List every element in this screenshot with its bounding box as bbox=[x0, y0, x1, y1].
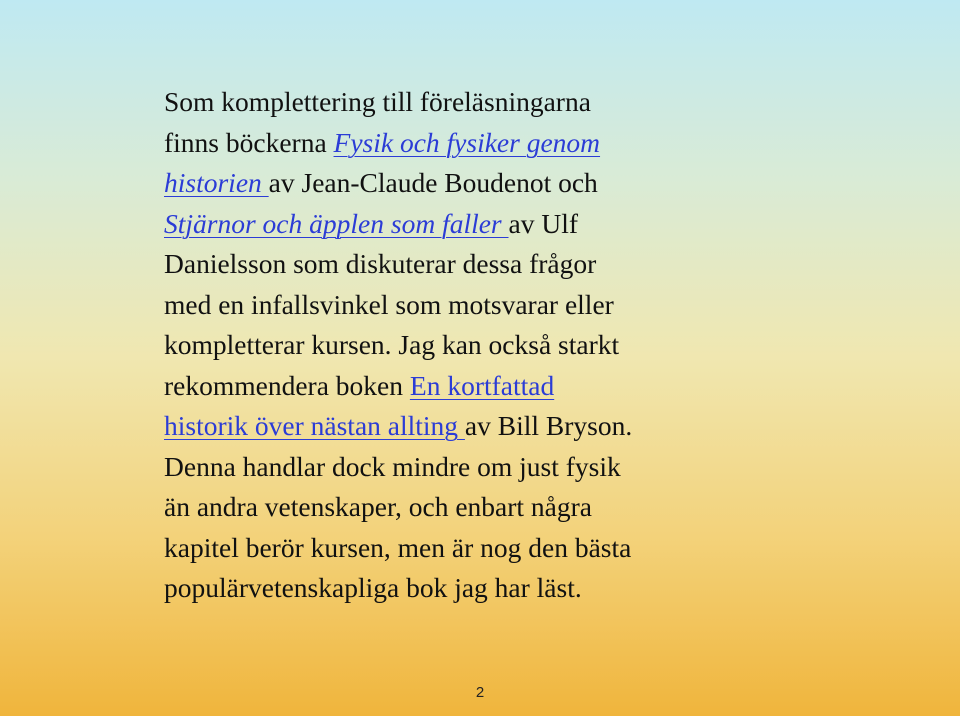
text-segment: av Bill Bryson. bbox=[464, 410, 633, 441]
text-segment: rekommendera boken bbox=[164, 369, 410, 401]
text-line bbox=[164, 244, 804, 285]
text-line bbox=[164, 406, 804, 447]
book-link-kortfattad-historik[interactable]: En kortfattad bbox=[409, 369, 555, 401]
text-segment: kapitel berör kursen, men är nog den bästa bbox=[164, 531, 632, 563]
text-segment: kompletterar kursen. Jag kan också starkt bbox=[164, 329, 620, 360]
text-line bbox=[164, 325, 804, 366]
text-line bbox=[164, 487, 804, 528]
book-link-stjarnor-och-applen[interactable]: Stjärnor och äpplen som faller bbox=[164, 207, 509, 239]
book-link-fysik-och-fysiker[interactable]: Fysik och fysiker genom bbox=[333, 126, 601, 158]
text-segment: Som komplettering till föreläsningarna bbox=[164, 86, 591, 117]
text-line bbox=[164, 447, 804, 488]
text-line bbox=[164, 123, 804, 164]
text-segment: Danielsson som diskuterar dessa frågor bbox=[164, 248, 597, 279]
text-segment: Denna handlar dock mindre om just fysik bbox=[164, 450, 621, 482]
text-segment: än andra vetenskaper, och enbart några bbox=[164, 491, 592, 522]
text-line bbox=[164, 568, 804, 609]
page-number: 2 bbox=[475, 684, 485, 701]
text-line bbox=[164, 285, 804, 326]
text-line bbox=[164, 528, 804, 569]
book-link-kortfattad-historik-cont[interactable]: historik över nästan allting bbox=[164, 410, 465, 441]
text-segment: med en infallsvinkel som motsvarar eller bbox=[164, 288, 614, 320]
text-segment: populärvetenskapliga bok jag har läst. bbox=[164, 572, 582, 603]
slide-body bbox=[164, 82, 804, 609]
text-segment: av Ulf bbox=[508, 207, 579, 239]
text-line bbox=[164, 366, 804, 407]
text-line bbox=[164, 82, 804, 123]
text-segment: av Jean-Claude Boudenot och bbox=[268, 167, 598, 198]
text-segment: finns böckerna bbox=[164, 126, 334, 158]
text-line bbox=[164, 163, 804, 204]
book-link-fysik-och-fysiker-cont[interactable]: historien bbox=[164, 167, 269, 198]
text-line bbox=[164, 204, 804, 245]
